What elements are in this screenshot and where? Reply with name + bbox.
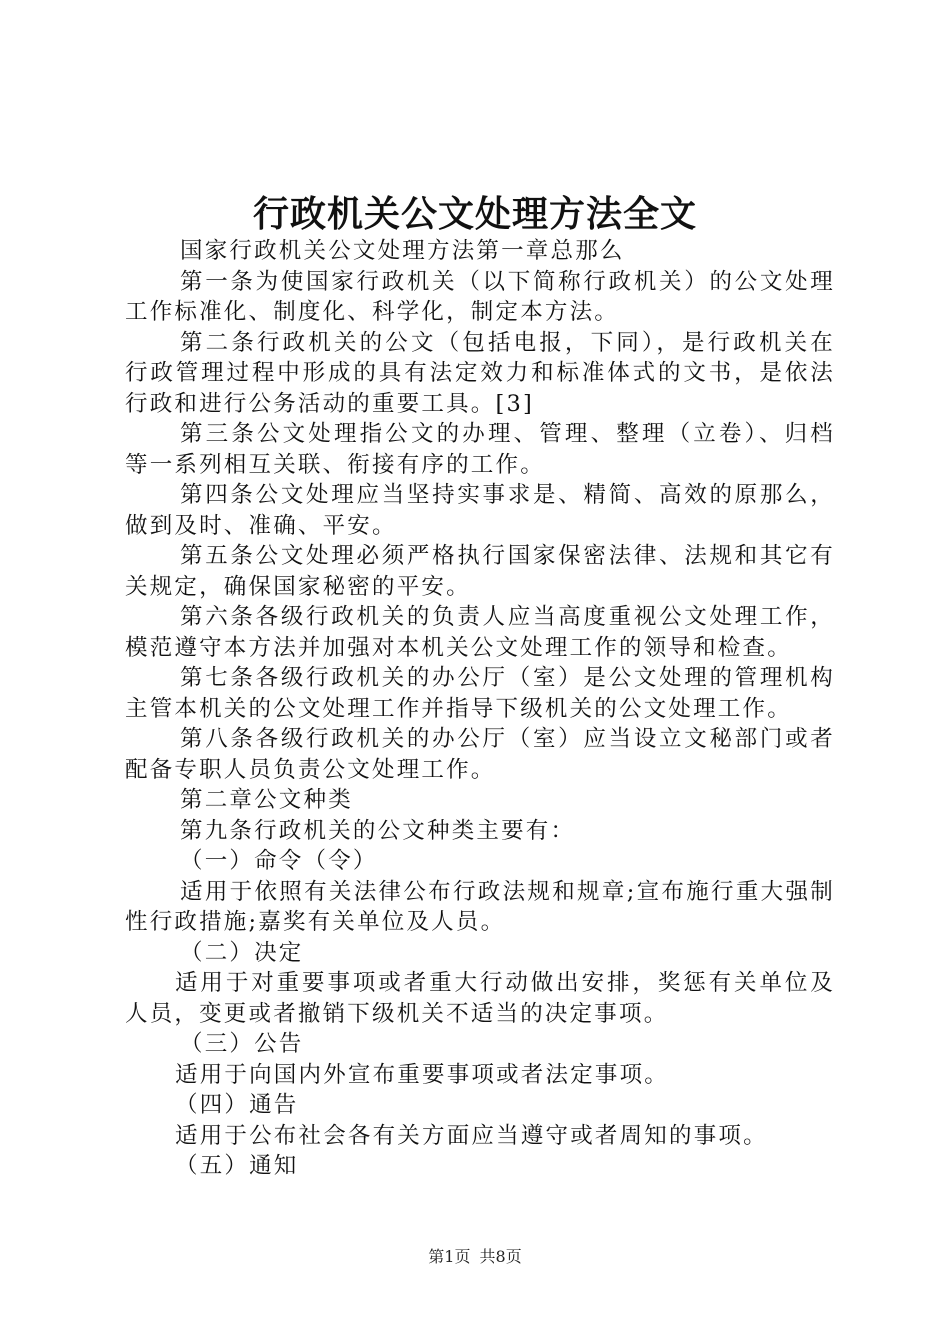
page-footer <box>0 1244 950 1267</box>
paragraph: 第三条公文处理指公文的办理、管理、整理（立卷）、归档等一系列相互关联、衔接有序的工作。 <box>125 421 835 478</box>
section-heading: （二）决定 <box>180 939 304 966</box>
paragraph: 第二条行政机关的公文（包括电报，下同），是行政机关在行政管理过程中形成的具有法定效力和标准体式的文书，是依法行政和进行公务活动的重要工具。[3] <box>125 329 835 417</box>
paragraph: 第七条各级行政机关的办公厅（室）是公文处理的管理机构主管本机关的公文处理工作并指导下级机关的公文处理工作。 <box>125 665 835 722</box>
paragraph: 适用于向国内外宣布重要事项或者法定事项。 <box>175 1061 670 1088</box>
paragraph: 适用于公布社会各有关方面应当遵守或者周知的事项。 <box>175 1122 768 1149</box>
section-heading: （一）命令（令） <box>180 848 378 874</box>
paragraph: 适用于依照有关法律公布行政法规和规章;宣布施行重大强制性行政措施;嘉奖有关单位及人员。 <box>125 878 835 935</box>
paragraph: 第九条行政机关的公文种类主要有： <box>180 817 576 844</box>
document-body <box>125 236 835 1182</box>
page-number: 第1页 <box>428 1247 471 1266</box>
paragraph: 第八条各级行政机关的办公厅（室）应当设立文秘部门或者配备专职人员负责公文处理工作。 <box>125 726 835 783</box>
section-heading: （三）公告 <box>180 1031 304 1057</box>
paragraph: 第五条公文处理必须严格执行国家保密法律、法规和其它有关规定，确保国家秘密的平安。 <box>125 543 835 600</box>
section-heading: （四）通告 <box>175 1092 299 1118</box>
paragraph: 第一条为使国家行政机关（以下简称行政机关）的公文处理工作标准化、制度化、科学化，制定本方法。 <box>125 268 835 325</box>
section-heading: （五）通知 <box>175 1153 299 1179</box>
paragraph: 国家行政机关公文处理方法第一章总那么 <box>180 238 625 264</box>
paragraph: 第六条各级行政机关的负责人应当高度重视公文处理工作，模范遵守本方法并加强对本机关公文处理工作的领导和检查。 <box>125 604 835 661</box>
document-title: 行政机关公文处理方法全文 <box>252 193 697 235</box>
chapter-heading: 第二章公文种类 <box>180 787 353 813</box>
paragraph: 适用于对重要事项或者重大行动做出安排，奖惩有关单位及人员，变更或者撤销下级机关不适当的决定事项。 <box>125 970 835 1027</box>
page-total: 共8页 <box>479 1247 522 1266</box>
paragraph: 第四条公文处理应当坚持实事求是、精简、高效的原那么，做到及时、准确、平安。 <box>125 482 835 539</box>
